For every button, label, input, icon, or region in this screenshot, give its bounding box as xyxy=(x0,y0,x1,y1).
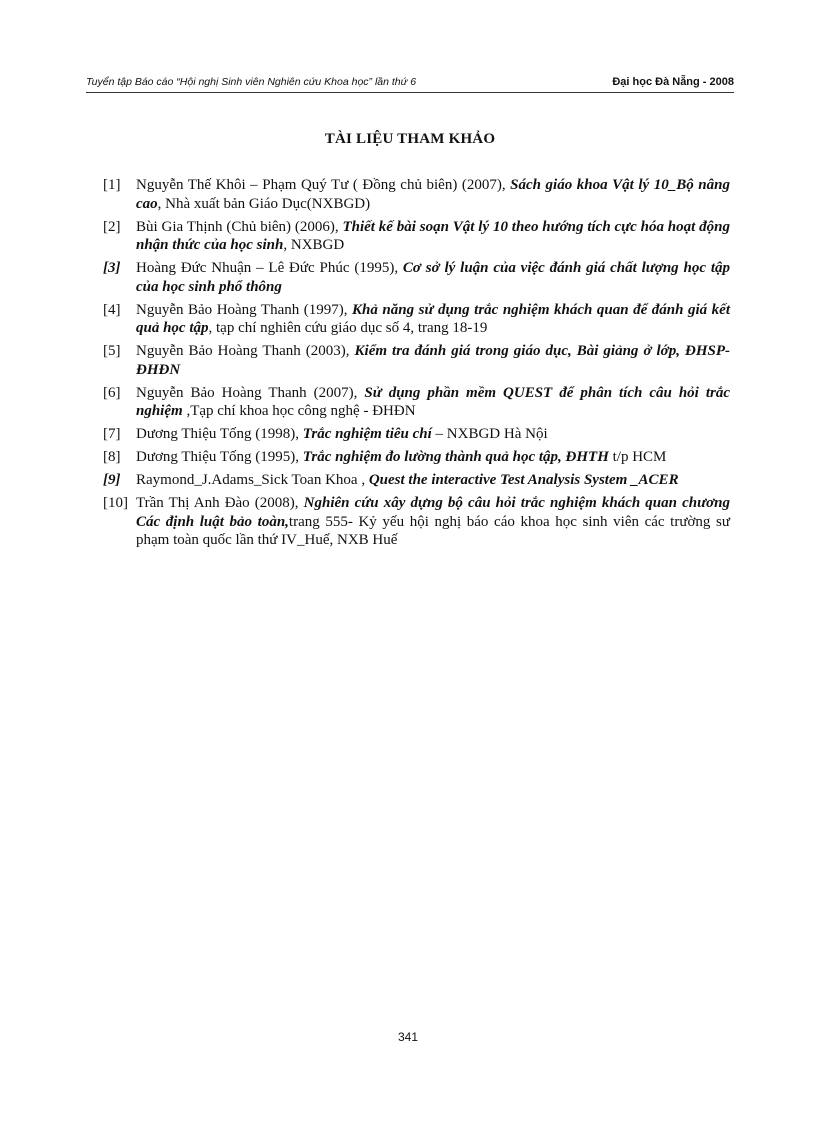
reference-publisher: – NXBGD Hà Nội xyxy=(431,426,548,442)
reference-publisher: trang 555- Kỷ yếu hội nghị báo cáo khoa học sinh viên các trường sư phạm toàn quốc lần thứ IV_Huế, NXB Huế xyxy=(136,513,730,548)
reference-publisher: , tạp chí nghiên cứu giáo dục số 4, trang 18-19 xyxy=(208,320,488,336)
reference-item xyxy=(103,301,730,338)
header-institution: Đại học Đà Nẵng - 2008 xyxy=(612,76,734,88)
reference-title: Quest the interactive Test Analysis System _ACER xyxy=(368,472,679,488)
reference-title: Sách giáo khoa Vật lý 10_Bộ nâng cao xyxy=(136,177,730,212)
reference-text xyxy=(136,301,730,338)
reference-text xyxy=(136,218,730,255)
reference-text xyxy=(136,384,730,421)
section-title: TÀI LIỆU THAM KHẢO xyxy=(324,131,496,147)
reference-title: Khả năng sử dụng trắc nghiệm khách quan để đánh giá kết quả học tập xyxy=(136,301,730,336)
reference-number: [7] xyxy=(103,426,121,442)
reference-publisher: , Nhà xuất bản Giáo Dục(NXBGD) xyxy=(157,195,371,212)
reference-authors: Trần Thị Anh Đào (2008), xyxy=(136,495,304,511)
reference-publisher: t/p HCM xyxy=(608,449,667,465)
reference-number: [9] xyxy=(103,472,121,488)
reference-item xyxy=(103,494,730,550)
running-header xyxy=(86,76,734,93)
reference-title: Kiểm tra đánh giá trong giáo dục, Bài giảng ở lớp, ĐHSP-ĐHĐN xyxy=(136,343,730,378)
reference-authors: Hoàng Đức Nhuận – Lê Đức Phúc (1995), xyxy=(136,260,403,276)
header-title: Tuyển tập Báo cáo “Hội nghị Sinh viên Nghiên cứu Khoa học” lần thứ 6 xyxy=(86,76,417,88)
reference-item xyxy=(103,176,730,213)
reference-number: [2] xyxy=(103,218,121,235)
reference-authors: Raymond_J.Adams_Sick Toan Khoa , xyxy=(136,472,369,488)
reference-item xyxy=(103,448,730,467)
reference-authors: Bùi Gia Thịnh (Chủ biên) (2006), xyxy=(136,218,343,235)
reference-number: [8] xyxy=(103,449,121,465)
reference-authors: Nguyễn Bảo Hoàng Thanh (2007), xyxy=(136,384,365,401)
reference-number: [1] xyxy=(103,177,121,193)
reference-title: Trắc nghiệm đo lường thành quả học tập, ĐHTH xyxy=(302,449,609,465)
reference-title: Cơ sở lý luận của việc đánh giá chất lượng học tập của học sinh phổ thông xyxy=(136,260,730,295)
reference-title: Trắc nghiệm tiêu chí xyxy=(302,426,432,442)
reference-publisher: ,Tạp chí khoa học công nghệ - ĐHĐN xyxy=(182,403,416,419)
reference-item xyxy=(103,218,730,255)
reference-number: [5] xyxy=(103,343,121,359)
reference-number: [10] xyxy=(103,495,128,511)
reference-number: [6] xyxy=(103,384,121,401)
reference-text xyxy=(136,471,730,490)
reference-authors: Nguyễn Thế Khôi – Phạm Quý Tư ( Đồng chủ biên) (2007), xyxy=(136,177,511,193)
reference-authors: Dương Thiệu Tống (1995), xyxy=(136,449,303,465)
reference-authors: Nguyễn Bảo Hoàng Thanh (1997), xyxy=(136,301,353,318)
reference-publisher: , NXBGD xyxy=(283,237,345,253)
reference-text xyxy=(136,176,730,213)
reference-text xyxy=(136,425,730,444)
reference-title: Nghiên cứu xây dựng bộ câu hỏi trắc nghiệm khách quan chương Các định luật bảo toàn, xyxy=(136,495,730,530)
page-number: 341 xyxy=(397,1030,419,1044)
reference-item xyxy=(103,259,730,296)
reference-title: Sử dụng phần mềm QUEST để phân tích câu hỏi trắc nghiệm xyxy=(136,384,731,419)
reference-item xyxy=(103,425,730,444)
reference-text xyxy=(136,259,730,296)
reference-item xyxy=(103,342,730,379)
reference-text xyxy=(136,342,730,379)
reference-authors: Dương Thiệu Tống (1998), xyxy=(136,426,303,442)
reference-text xyxy=(136,448,730,467)
reference-list xyxy=(103,176,730,554)
reference-number: [3] xyxy=(103,260,121,276)
reference-item xyxy=(103,471,730,490)
reference-authors: Nguyễn Bảo Hoàng Thanh (2003), xyxy=(136,343,355,359)
reference-item xyxy=(103,384,730,421)
reference-title: Thiết kế bài soạn Vật lý 10 theo hướng tích cực hóa hoạt động nhận thức của học sinh xyxy=(136,218,730,253)
reference-number: [4] xyxy=(103,301,121,318)
reference-text xyxy=(136,494,730,550)
